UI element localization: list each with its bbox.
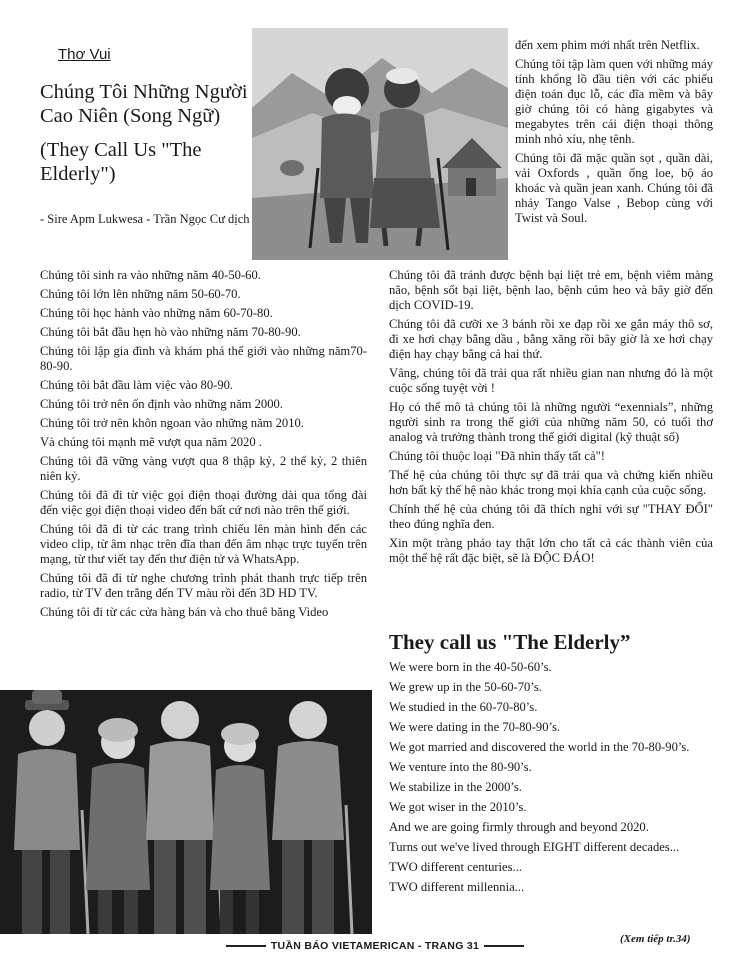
paragraph: Vâng, chúng tôi đã trải qua rất nhiều gian nan nhưng đó là một cuộc sống tuyệt vời ! [389,366,713,395]
continued-note: (Xem tiếp tr.34) [620,933,691,945]
paragraph: Chúng tôi lớn lên những năm 50-60-70. [40,287,241,301]
elderly-couple-illustration [252,28,508,260]
paragraph: Chúng tôi sinh ra vào những năm 40-50-60. [40,268,261,282]
paragraph: Chúng tôi đã đi từ việc gọi điện thoại đường dài qua tổng đài đến việc gọi điện thoại video đến bất cứ nơi nào trên thế giới. [40,488,367,517]
paragraph: Chúng tôi đã mặc quần sọt , quần dài, vải Oxfords , quần ống loe, bộ áo khoác và quần jean xanh. Chúng tôi đã nhảy Tango Valse , Bebop cùng với Twist và Soul. [515,151,713,225]
title-vietnamese: Chúng Tôi Những Người Cao Niên (Song Ngữ) [40,81,248,127]
paragraph: Chúng tôi trở nên khôn ngoan vào những năm 2010. [40,416,304,430]
section-tag: Thơ Vui [58,46,111,63]
english-line: We got married and discovered the world in the 70-80-90’s. [389,740,690,754]
paragraph: Thế hệ của chúng tôi thực sự đã trải qua và chứng kiến nhiều hơn bất kỳ thế hệ nào khác trong mọi khía cạnh của cuộc sống. [389,468,713,497]
footer-rule-right [484,945,524,947]
paragraph: Chúng tôi trở nên ổn định vào những năm 2000. [40,397,283,411]
english-line: We were born in the 40-50-60’s. [389,660,552,674]
english-line: We stabilize in the 2000’s. [389,780,522,794]
article-title [40,80,250,196]
english-line: We were dating in the 70-80-90’s. [389,720,561,734]
english-line: We studied in the 60-70-80’s. [389,700,538,714]
author-credit: - Sire Apm Lukwesa - Trần Ngọc Cư dịch [40,212,250,226]
english-line: And we are going firmly through and beyond 2020. [389,820,649,834]
paragraph: Chúng tôi đã cưỡi xe 3 bánh rồi xe đạp rồi xe gắn máy thô sơ, đi xe hơi chạy bằng dầu , bằng xăng rồi bây giờ là xe hơi chạy điện hay chạy bằng cả hai thứ. [389,317,713,361]
paragraph: Chúng tôi đã đi từ nghe chương trình phát thanh trực tiếp trên radio, từ TV đen trắng đến TV màu rồi đến 3D HD TV. [40,571,367,600]
english-line: Turns out we've lived through EIGHT different decades... [389,840,680,854]
footer-rule-left [226,945,266,947]
paragraph: Chúng tôi học hành vào những năm 60-70-80. [40,306,273,320]
paragraph: đến xem phim mới nhất trên Netflix. [515,38,700,52]
english-line: TWO different centuries... [389,860,522,874]
footer-text: TUẦN BÁO VIETAMERICAN - TRANG 31 [270,940,480,952]
paragraph: Xin một tràng pháo tay thật lớn cho tất cả các thành viên của một thế hệ rất đặc biệt, sẽ là ĐỘC ĐÁO! [389,536,713,565]
paragraph: Chúng tôi đã đi từ các trang trình chiếu lên màn hình đến các video clip, từ âm nhạc trên đĩa than đến âm nhạc trực tuyến trên mạng, từ thư viết tay đến thư điện tử và WhatsApp. [40,522,367,566]
vietnamese-text-left-column [40,268,367,624]
paragraph: Họ có thể mô tả chúng tôi là những người “exennials”, những người sinh ra trong thế giới của những năm 50, có tuổi thơ analog và trưởng thành trong thế giới digital (kỹ thuật số) [389,400,713,444]
seniors-group-illustration [0,690,372,934]
paragraph: Chúng tôi thuộc loại "Đã nhìn thấy tất cả"! [389,449,605,463]
paragraph: Và chúng tôi mạnh mẽ vượt qua năm 2020 . [40,435,262,449]
paragraph: Chính thế hệ của chúng tôi đã thích nghi với sự "THAY ĐỔI" theo đúng nghĩa đen. [389,502,713,531]
english-heading: They call us "The Elderly” [389,630,631,654]
paragraph: Chúng tôi tập làm quen với những máy tính khổng lồ đầu tiên với các phiếu điện toán đục lỗ, các đĩa mềm và bây giờ chúng tôi có hàng gigabytes và megabytes trên cái điện thoại thông minh nhỏ xíu, nhẹ tênh. [515,57,713,146]
english-text-column [389,660,713,900]
paragraph: Chúng tôi đã tránh được bệnh bại liệt trẻ em, bệnh viêm màng não, bệnh sốt bại liệt, bệnh lao, bệnh cúm heo và bây giờ đến dịch COVID-19. [389,268,713,312]
paragraph: Chúng tôi đã vững vàng vượt qua 8 thập kỷ, 2 thế kỷ, 2 thiên niên kỷ. [40,454,367,483]
paragraph: Chúng tôi bắt đầu làm việc vào 80-90. [40,378,234,392]
paragraph: Chúng tôi lập gia đình và khám phá thế giới vào những năm70-80-90. [40,344,367,373]
english-line: We grew up in the 50-60-70’s. [389,680,542,694]
english-line: TWO different millennia... [389,880,525,894]
paragraph: Chúng tôi bắt đầu hẹn hò vào những năm 70-80-90. [40,325,301,339]
vietnamese-text-top-right [515,38,713,230]
paragraph: Chúng tôi đi từ các cửa hàng bán và cho thuê băng Video [40,605,329,619]
english-line: We venture into the 80-90’s. [389,760,532,774]
english-line: We got wiser in the 2010’s. [389,800,527,814]
vietnamese-text-right-column [389,268,713,570]
title-english: (They Call Us "The Elderly") [40,139,202,185]
